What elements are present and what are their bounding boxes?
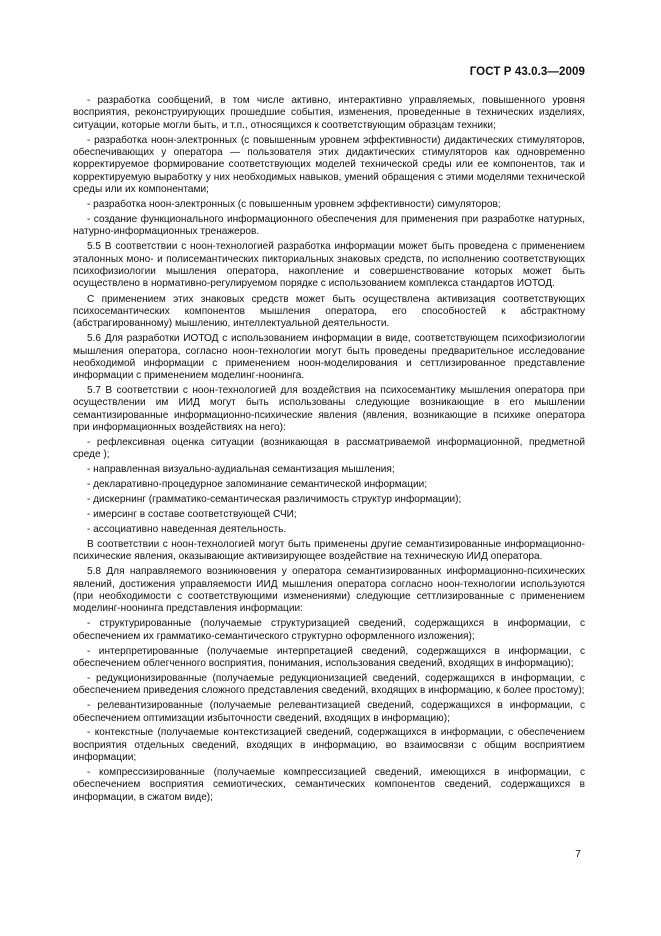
paragraph: 5.7 В соответствии с ноон-технологией для воздействия на психосемантику мышления оператора при осуществлении им ИИД могут быть использованы следующие возникающие в его мышлении семантизированные информационно-психические явления (явления, возникающие в психике оператора при информационных воздействиях на него):: [73, 385, 585, 434]
paragraph: - направленная визуально-аудиальная семантизация мышления;: [87, 464, 395, 476]
paragraph: - релевантизированные (получаемые релевантизацией сведений, содержащихся в информации, с обеспечением оптимизации избыточности сведений, входящих в информацию);: [73, 700, 585, 724]
paragraph: - разработка сообщений, в том числе активно, интерактивно управляемых, повышенного уровня восприятия, реконструирующих прошедшие события, изменения, проведенные в технических изделиях, ситуации, которые могли быть, и т.п., относящихся к соответствующим образцам техники;: [73, 95, 585, 131]
paragraph: - разработка ноон-электронных (с повышенным уровнем эффективности) симуляторов;: [87, 198, 501, 210]
paragraph: 5.5 В соответствии с ноон-технологией разработка информации может быть проведена с применением эталонных моно- и полисемантических пикториальных знаковых средств, по исполнению соответствующих психофизиологии мышления оператора, накопление и совершенствование которых может быть осуществлено в нормативно-регулируемом порядке с использованием комплекса стандартов ИОТОД.: [73, 241, 585, 290]
paragraph: - имерсинг в составе соответствующей СЧИ;: [87, 509, 297, 521]
paragraph: 5.6 Для разработки ИОТОД с использованием информации в виде, соответствующем психофизиологии мышления оператора, согласно ноон-технологии могут быть проведены предварительное исследование необходимой информации с применением ноон-моделирования и сеттлизированное представление информации с применением моделинг-ноонинга.: [73, 333, 585, 382]
paragraph: 5.8 Для направляемого возникновения у оператора семантизированных информационно-психических явлений, достижения управляемости ИИД мышления оператора согласно ноон-технологии используются (при необходимости с соответствующими изменениями) следующие сеттлизированные с применением моделинг-ноонинга представления информации:: [73, 566, 585, 615]
paragraph: - декларативно-процедурное запоминание семантической информации;: [87, 479, 428, 491]
paragraph: - рефлексивная оценка ситуации (возникающая в рассматриваемой информационной, предметной среде );: [73, 437, 585, 461]
paragraph: - дискернинг (грамматико-семантическая различимость структур информации);: [87, 494, 462, 506]
paragraph: - редукционизированные (получаемые редукционизацией сведений, содержащихся в информации, с обеспечением приведения сложного представления сведений, входящих в информацию, к более простому);: [73, 672, 585, 697]
standard-id-header: ГОСТ Р 43.0.3—2009: [469, 66, 585, 78]
paragraph: - разработка ноон-электронных (с повышенным уровнем эффективности) дидактических стимуляторов, обеспечивающих у оператора — пользователя этих дидактических стимуляторов как одновременно корректируемое формирование соответствующих моделей технической среды или ее компонентов, так и корректируемую выработку у них необходимых навыков, умений обращения с этими моделями технической среды или их компонентами;: [73, 134, 585, 195]
paragraph: С применением этих знаковых средств может быть осуществлена активизация соответствующих психосемантических компонентов мышления оператора, его способностей к абстрактному (абстрагированному) мышлению, интеллектуальной деятельности.: [73, 293, 585, 330]
paragraph: - создание функционального информационного обеспечения для применения при разработке натурных, натурно-информационных тренажеров.: [73, 213, 585, 238]
body-text: [73, 95, 585, 807]
paragraph: - контекстные (получаемые контекстизацией сведений, содержащихся в информации, с обеспечением восприятия отдельных сведений, входящих в информацию, во взаимосвязи с общим восприятием информации;: [73, 727, 585, 764]
paragraph: - ассоциативно наведенная деятельность.: [87, 524, 287, 536]
paragraph: - интерпретированные (получаемые интерпретацией сведений, содержащихся в информации, с обеспечением облегченного восприятия, понимания, использования сведений, входящих в информацию);: [73, 645, 585, 669]
paragraph: - структурированные (получаемые структуризацией сведений, содержащихся в информации, с обеспечением их грамматико-семантического структурно оформленного изложения);: [73, 618, 585, 642]
paragraph: В соответствии с ноон-технологией могут быть применены другие семантизированные информационно-психические явления, оказывающие активизирующее воздействие на техническую ИИД оператора.: [73, 539, 585, 563]
page-number: 7: [575, 848, 581, 860]
paragraph: - компрессизированные (получаемые компрессизацией сведений, имеющихся в информации, с обеспечением восприятия семиотических, семантических компонентов сведений, содержащихся в информации, в сжатом виде);: [73, 767, 585, 803]
